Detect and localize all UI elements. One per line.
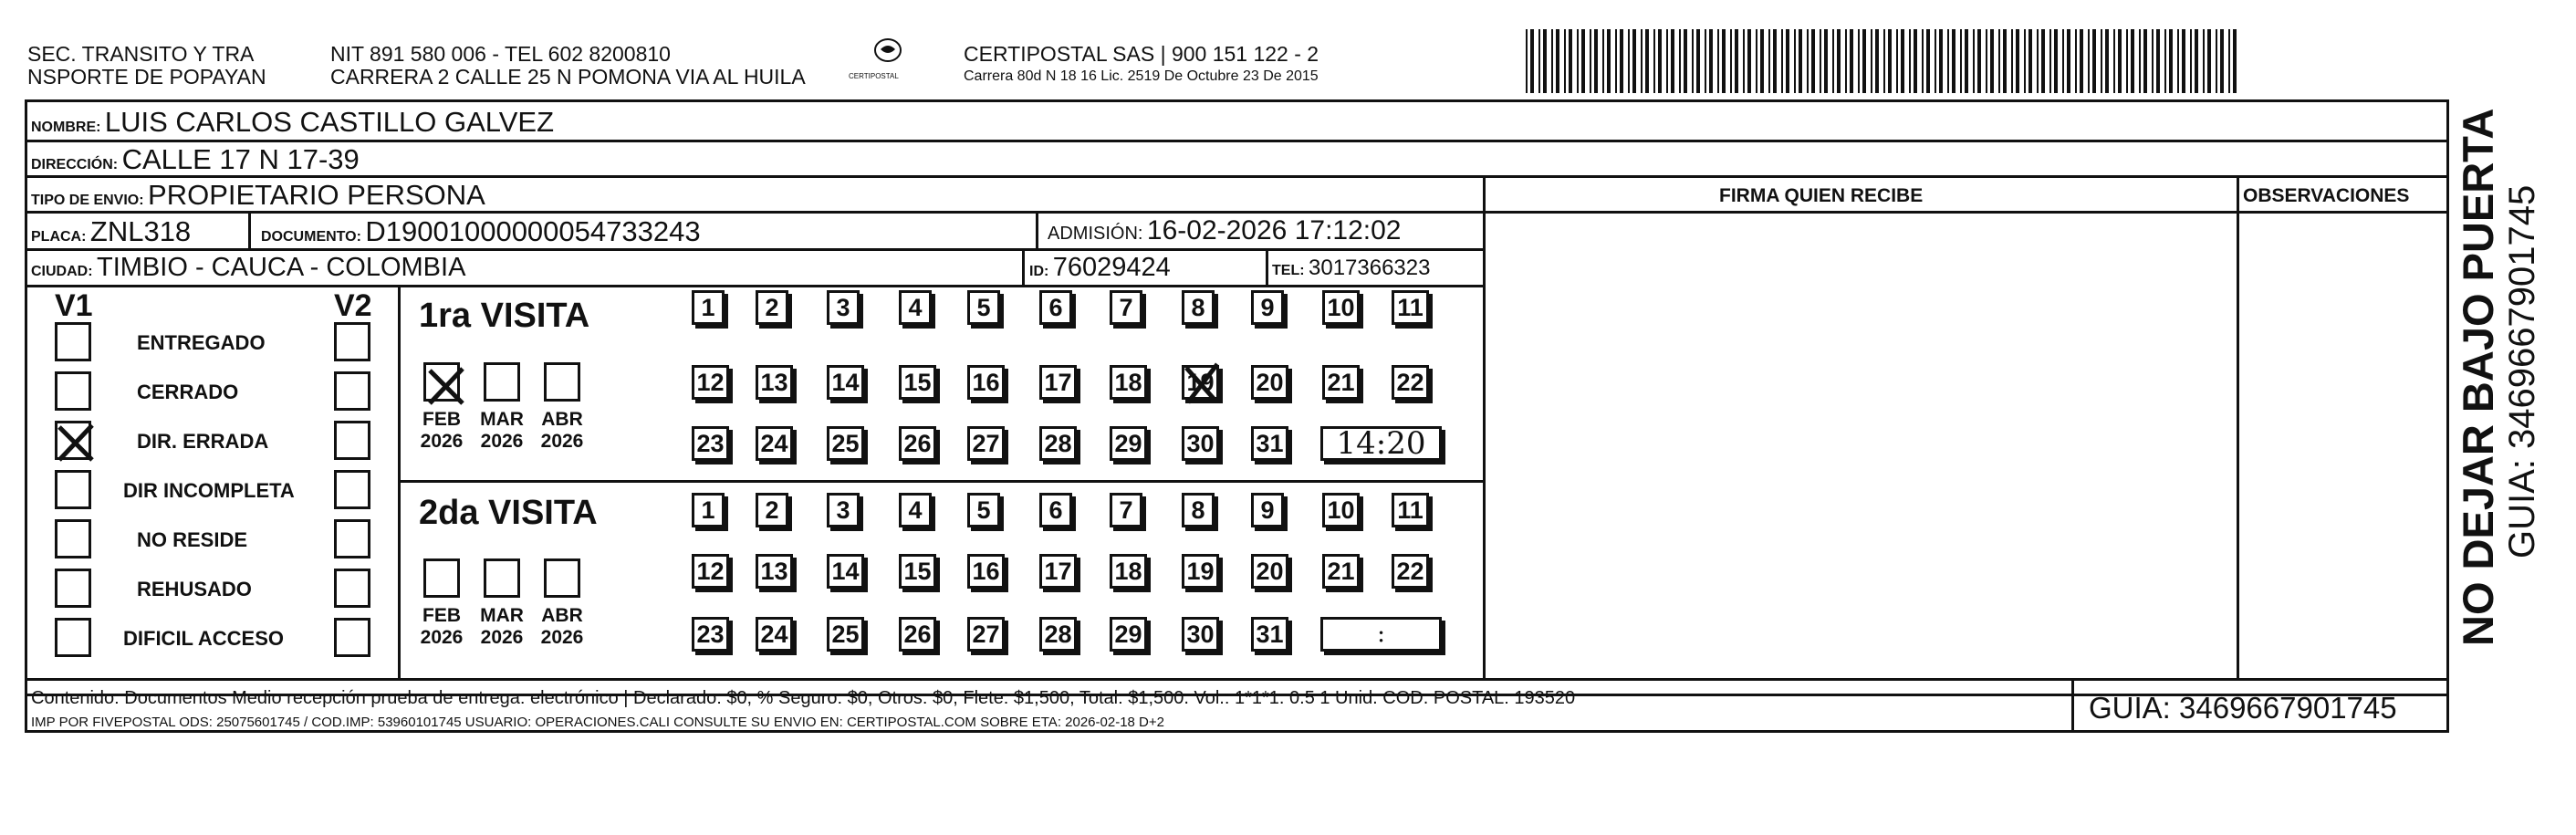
barcode-bar xyxy=(1807,29,1809,93)
plate-value: ZNL318 xyxy=(89,215,192,247)
admission-divider xyxy=(1036,211,1038,248)
day-checkbox[interactable]: 24 xyxy=(756,426,793,461)
barcode-bar xyxy=(1960,29,1962,93)
day-checkbox[interactable]: 1 xyxy=(692,493,725,527)
barcode-bar xyxy=(1581,29,1585,93)
row-divider xyxy=(25,211,1483,214)
barcode-bar xyxy=(1781,29,1783,93)
barcode-bar xyxy=(2233,29,2237,93)
day-checkbox[interactable]: 21 xyxy=(1322,554,1360,589)
day-checkbox[interactable]: 8 xyxy=(1182,493,1215,527)
barcode-bar xyxy=(1786,29,1789,93)
observations-left-border xyxy=(2237,175,2239,678)
signature-left-border xyxy=(1483,175,1486,678)
barcode-bar xyxy=(1896,29,1898,93)
row-divider xyxy=(398,480,1483,483)
day-checkbox[interactable]: 30 xyxy=(1182,617,1219,652)
barcode-bar xyxy=(1671,29,1674,93)
content-line: Contenido: Documentos Medio recepción prueba de entrega: electrónico | Declarado: $0, % Seguro: $0, Otros: $0, Flete: $1,500, Total: $1,500. Vol.: 1*1*1. 0.5 1 Unid. COD. POSTAL: 193520 xyxy=(31,688,1576,708)
barcode-bar xyxy=(1666,29,1668,93)
barcode-bar xyxy=(1914,29,1917,93)
v2-checkbox[interactable] xyxy=(334,470,370,509)
barcode-bar xyxy=(1850,29,1853,93)
barcode-bar xyxy=(1717,29,1719,93)
day-checkbox[interactable]: 6 xyxy=(1039,290,1072,325)
day-checkbox[interactable]: 14 xyxy=(827,365,864,400)
time-box[interactable]: : xyxy=(1320,617,1442,652)
logo-small-text: CERTIPOSTAL xyxy=(849,72,899,80)
plate-row xyxy=(31,217,191,245)
day-checkbox[interactable]: 26 xyxy=(899,426,936,461)
barcode-bar xyxy=(2156,29,2160,93)
barcode-bar xyxy=(2182,29,2185,93)
day-checkbox[interactable]: 7 xyxy=(1110,493,1142,527)
day-checkbox[interactable]: 31 xyxy=(1251,426,1288,461)
barcode-bar xyxy=(1998,29,2000,93)
day-checkbox[interactable]: 18 xyxy=(1110,554,1147,589)
row-divider xyxy=(25,140,2449,142)
day-checkbox[interactable]: 3 xyxy=(827,290,860,325)
day-checkbox[interactable]: 28 xyxy=(1039,617,1077,652)
day-checkbox[interactable]: 29 xyxy=(1110,617,1147,652)
barcode-bar xyxy=(1973,29,1975,93)
barcode-bar xyxy=(1594,29,1598,93)
plate-divider xyxy=(248,211,251,248)
day-checkbox[interactable]: 22 xyxy=(1392,365,1429,400)
v2-checkbox[interactable] xyxy=(334,371,370,411)
day-checkbox[interactable]: 4 xyxy=(899,290,932,325)
barcode-bar xyxy=(1645,29,1649,93)
barcode-bar xyxy=(1641,29,1643,93)
plate-label: PLACA: xyxy=(31,229,87,245)
company-line: CERTIPOSTAL SAS | 900 151 122 - 2 xyxy=(964,42,1319,66)
guide-box: GUIA: 3469667901745 xyxy=(2089,691,2397,725)
status-option-label: DIR. ERRADA xyxy=(137,430,269,453)
barcode-bar xyxy=(1653,29,1655,93)
day-checkbox[interactable]: 28 xyxy=(1039,426,1077,461)
day-checkbox[interactable]: 12 xyxy=(692,554,729,589)
day-checkbox[interactable]: 15 xyxy=(899,365,936,400)
admission-label: ADMISIÓN: xyxy=(1048,224,1143,244)
day-checkbox[interactable]: 2 xyxy=(756,493,788,527)
sender-line-1: SEC. TRANSITO Y TRA xyxy=(27,42,255,66)
barcode-bar xyxy=(1760,29,1764,93)
barcode-bar xyxy=(2139,29,2141,93)
document-row xyxy=(261,217,701,245)
barcode-bar xyxy=(1858,29,1860,93)
barcode-bar xyxy=(1543,29,1547,93)
v1-checkbox[interactable] xyxy=(55,470,91,509)
v2-checkbox[interactable] xyxy=(334,421,370,460)
month-checkbox[interactable] xyxy=(423,558,460,598)
barcode-bar xyxy=(2220,29,2224,93)
month-label: FEB 2026 xyxy=(420,409,464,453)
side-warning: NO DEJAR BAJO PUERTA xyxy=(2454,108,2502,646)
barcode-bar xyxy=(1590,29,1591,93)
barcode-bar xyxy=(2037,29,2039,93)
barcode-bar xyxy=(1952,29,1955,93)
day-checkbox[interactable]: 15 xyxy=(899,554,936,589)
tel-label: TEL: xyxy=(1272,263,1305,278)
day-checkbox[interactable]: 25 xyxy=(827,617,864,652)
month-label: ABR 2026 xyxy=(540,409,584,453)
day-checkbox[interactable]: 19 xyxy=(1182,554,1219,589)
barcode-bar xyxy=(1756,29,1757,93)
status-option-label: DIFICIL ACCESO xyxy=(123,627,285,650)
document-value: D19001000000054733243 xyxy=(365,215,701,247)
barcode-bar xyxy=(2080,29,2083,93)
barcode-bar xyxy=(1824,29,1828,93)
v2-checkbox[interactable] xyxy=(334,322,370,361)
status-option-label: REHUSADO xyxy=(137,578,252,600)
barcode-bar xyxy=(2011,29,2013,93)
barcode-bar xyxy=(1926,29,1930,93)
barcode-bar xyxy=(1602,29,1604,93)
month-checkbox[interactable] xyxy=(484,558,520,598)
barcode-bar xyxy=(1632,29,1636,93)
status-option-label: DIR INCOMPLETA xyxy=(123,479,295,502)
barcode-bar xyxy=(2049,29,2051,93)
day-checkbox[interactable]: 27 xyxy=(967,617,1005,652)
barcode-bar xyxy=(1705,29,1706,93)
day-checkbox[interactable]: 27 xyxy=(967,426,1005,461)
day-checkbox[interactable]: 19 xyxy=(1182,365,1219,400)
day-checkbox[interactable]: 1 xyxy=(692,290,725,325)
v1-checkbox[interactable] xyxy=(55,569,91,608)
sender-line-2: NSPORTE DE POPAYAN xyxy=(27,65,266,89)
name-label: NOMBRE: xyxy=(31,120,101,135)
day-checkbox[interactable]: 22 xyxy=(1392,554,1429,589)
day-checkbox[interactable]: 23 xyxy=(692,617,729,652)
v2-checkbox[interactable] xyxy=(334,569,370,608)
barcode-bar xyxy=(1909,29,1911,93)
barcode-bar xyxy=(1871,29,1872,93)
barcode-bar xyxy=(2105,29,2109,93)
second-visit-title: 2da VISITA xyxy=(419,494,598,532)
month-checkbox[interactable] xyxy=(484,362,520,402)
barcode-bar xyxy=(2075,29,2077,93)
nit-line: NIT 891 580 006 - TEL 602 8200810 xyxy=(330,42,671,66)
barcode-bar xyxy=(1709,29,1713,93)
day-checkbox[interactable]: 18 xyxy=(1110,365,1147,400)
row-divider xyxy=(1483,211,2449,214)
barcode-bar xyxy=(2169,29,2173,93)
barcode-bar xyxy=(1986,29,1987,93)
barcode-bar xyxy=(1773,29,1777,93)
barcode-bar xyxy=(2131,29,2134,93)
status-option-label: ENTREGADO xyxy=(137,331,266,354)
certipostal-logo xyxy=(871,37,904,64)
id-label: ID: xyxy=(1029,264,1049,279)
barcode-bar xyxy=(2164,29,2166,93)
barcode-bar xyxy=(1538,29,1540,93)
side-guide: GUIA: 3469667901745 xyxy=(2502,184,2542,558)
v2-checkbox[interactable] xyxy=(334,519,370,558)
day-checkbox[interactable]: 5 xyxy=(967,493,1000,527)
barcode-bar xyxy=(1577,29,1579,93)
day-checkbox[interactable]: 17 xyxy=(1039,554,1077,589)
month-label: ABR 2026 xyxy=(540,605,584,649)
barcode-bar xyxy=(2101,29,2102,93)
day-checkbox[interactable]: 10 xyxy=(1322,493,1360,527)
row-divider xyxy=(25,175,2449,178)
barcode-bar xyxy=(2228,29,2230,93)
v2-label: V2 xyxy=(334,288,372,323)
month-checkbox[interactable] xyxy=(423,362,460,402)
admission-value: 16-02-2026 17:12:02 xyxy=(1146,215,1402,245)
barcode-bar xyxy=(1743,29,1745,93)
month-label: FEB 2026 xyxy=(420,605,464,649)
barcode-bar xyxy=(1722,29,1726,93)
barcode-bar xyxy=(1922,29,1924,93)
barcode-bar xyxy=(2216,29,2217,93)
v1-checkbox[interactable] xyxy=(55,519,91,558)
barcode-bar xyxy=(1615,29,1617,93)
barcode-bar xyxy=(1939,29,1943,93)
barcode-bar xyxy=(1845,29,1847,93)
barcode xyxy=(1526,29,2241,93)
barcode-bar xyxy=(2041,29,2045,93)
day-checkbox[interactable]: 16 xyxy=(967,554,1005,589)
type-row xyxy=(31,181,485,209)
barcode-bar xyxy=(1837,29,1841,93)
v1-label: V1 xyxy=(55,288,93,323)
barcode-bar xyxy=(1768,29,1770,93)
id-value: 76029424 xyxy=(1052,253,1171,282)
barcode-bar xyxy=(1875,29,1879,93)
barcode-bar xyxy=(2067,29,2070,93)
id-divider xyxy=(1022,248,1025,285)
barcode-bar xyxy=(2003,29,2007,93)
document-label: DOCUMENTO: xyxy=(261,229,361,245)
day-checkbox[interactable]: 11 xyxy=(1392,290,1429,325)
first-visit-title: 1ra VISITA xyxy=(419,297,590,335)
day-checkbox[interactable]: 25 xyxy=(827,426,864,461)
row-divider xyxy=(25,285,1483,287)
barcode-bar xyxy=(1684,29,1687,93)
barcode-bar xyxy=(1607,29,1611,93)
barcode-bar xyxy=(2088,29,2090,93)
day-checkbox[interactable]: 8 xyxy=(1182,290,1215,325)
day-checkbox[interactable]: 23 xyxy=(692,426,729,461)
day-checkbox[interactable]: 24 xyxy=(756,617,793,652)
day-checkbox[interactable]: 2 xyxy=(756,290,788,325)
day-checkbox[interactable]: 16 xyxy=(967,365,1005,400)
day-checkbox[interactable]: 31 xyxy=(1251,617,1288,652)
address-label: DIRECCIÓN: xyxy=(31,157,119,172)
barcode-bar xyxy=(1947,29,1949,93)
tel-divider xyxy=(1266,248,1268,285)
barcode-bar xyxy=(2062,29,2064,93)
barcode-bar xyxy=(1965,29,1968,93)
status-divider xyxy=(398,285,401,678)
barcode-bar xyxy=(2028,29,2032,93)
imp-line: IMP POR FIVEPOSTAL ODS: 25075601745 / COD.IMP: 53960101745 USUARIO: OPERACIONES.CALI CONSULTE SU ENVIO EN: CERTIPOSTAL.COM SOBRE ETA: 2026-02-18 D+2 xyxy=(31,715,1164,730)
barcode-bar xyxy=(2024,29,2026,93)
barcode-bar xyxy=(2126,29,2128,93)
barcode-bar xyxy=(2207,29,2211,93)
day-checkbox[interactable]: 9 xyxy=(1251,493,1284,527)
day-checkbox[interactable]: 10 xyxy=(1322,290,1360,325)
month-label: MAR 2026 xyxy=(480,409,524,453)
name-value: LUIS CARLOS CASTILLO GALVEZ xyxy=(104,106,555,138)
barcode-bar xyxy=(1551,29,1553,93)
barcode-bar xyxy=(1526,29,1528,93)
v1-checkbox[interactable] xyxy=(55,618,91,657)
day-checkbox[interactable]: 14 xyxy=(827,554,864,589)
day-checkbox[interactable]: 12 xyxy=(692,365,729,400)
day-checkbox[interactable]: 9 xyxy=(1251,290,1284,325)
barcode-bar xyxy=(1820,29,1821,93)
barcode-bar xyxy=(2143,29,2147,93)
barcode-bar xyxy=(1799,29,1802,93)
v1-checkbox[interactable] xyxy=(55,322,91,361)
day-checkbox[interactable]: 11 xyxy=(1392,493,1429,527)
status-option-label: NO RESIDE xyxy=(137,528,248,551)
day-checkbox[interactable]: 29 xyxy=(1110,426,1147,461)
day-checkbox[interactable]: 17 xyxy=(1039,365,1077,400)
day-checkbox[interactable]: 21 xyxy=(1322,365,1360,400)
day-checkbox[interactable]: 13 xyxy=(756,554,793,589)
day-checkbox[interactable]: 26 xyxy=(899,617,936,652)
day-checkbox[interactable]: 20 xyxy=(1251,365,1288,400)
barcode-bar xyxy=(1747,29,1751,93)
barcode-bar xyxy=(1862,29,1866,93)
barcode-bar xyxy=(2054,29,2058,93)
day-checkbox[interactable]: 7 xyxy=(1110,290,1142,325)
tel-value: 3017366323 xyxy=(1309,256,1431,280)
barcode-bar xyxy=(1811,29,1815,93)
barcode-bar xyxy=(2016,29,2019,93)
type-label: TIPO DE ENVIO: xyxy=(31,193,144,208)
day-checkbox[interactable]: 3 xyxy=(827,493,860,527)
barcode-bar xyxy=(1935,29,1936,93)
barcode-bar xyxy=(1679,29,1681,93)
barcode-bar xyxy=(1658,29,1662,93)
barcode-bar xyxy=(1569,29,1572,93)
day-checkbox[interactable]: 13 xyxy=(756,365,793,400)
barcode-bar xyxy=(1530,29,1534,93)
barcode-bar xyxy=(1692,29,1694,93)
address-line: CARRERA 2 CALLE 25 N POMONA VIA AL HUILA xyxy=(330,65,806,89)
day-checkbox[interactable]: 5 xyxy=(967,290,1000,325)
observations-header: OBSERVACIONES xyxy=(2243,185,2410,206)
day-checkbox[interactable]: 6 xyxy=(1039,493,1072,527)
barcode-bar xyxy=(2203,29,2205,93)
v1-checkbox[interactable] xyxy=(55,371,91,411)
status-option-label: CERRADO xyxy=(137,381,239,403)
barcode-bar xyxy=(2118,29,2122,93)
barcode-bar xyxy=(1735,29,1738,93)
license-line: Carrera 80d N 18 16 Lic. 2519 De Octubre 23 De 2015 xyxy=(964,68,1319,84)
address-row xyxy=(31,145,360,173)
type-value: PROPIETARIO PERSONA xyxy=(148,179,485,211)
barcode-bar xyxy=(1977,29,1981,93)
barcode-bar xyxy=(1883,29,1885,93)
v2-checkbox[interactable] xyxy=(334,618,370,657)
barcode-bar xyxy=(1564,29,1566,93)
admission-row xyxy=(1048,217,1401,245)
barcode-bar xyxy=(2190,29,2192,93)
address-value: CALLE 17 N 17-39 xyxy=(121,143,360,175)
tel-row xyxy=(1272,257,1430,279)
barcode-bar xyxy=(1888,29,1892,93)
barcode-bar xyxy=(2113,29,2115,93)
barcode-bar xyxy=(1794,29,1796,93)
barcode-bar xyxy=(2177,29,2179,93)
day-checkbox[interactable]: 20 xyxy=(1251,554,1288,589)
barcode-bar xyxy=(1696,29,1700,93)
day-checkbox[interactable]: 4 xyxy=(899,493,932,527)
barcode-bar xyxy=(1620,29,1623,93)
city-value: TIMBIO - CAUCA - COLOMBIA xyxy=(97,253,466,282)
barcode-bar xyxy=(2092,29,2096,93)
barcode-bar xyxy=(1990,29,1994,93)
barcode-bar xyxy=(1832,29,1834,93)
barcode-bar xyxy=(2195,29,2198,93)
city-row xyxy=(31,255,465,281)
barcode-bar xyxy=(2152,29,2154,93)
time-box[interactable]: 14:20 xyxy=(1320,426,1442,461)
month-label: MAR 2026 xyxy=(480,605,524,649)
id-row xyxy=(1029,255,1171,281)
barcode-bar xyxy=(1730,29,1732,93)
signature-header: FIRMA QUIEN RECIBE xyxy=(1719,185,1924,206)
barcode-bar xyxy=(1901,29,1904,93)
name-row xyxy=(31,108,554,136)
row-divider xyxy=(25,248,1483,251)
barcode-bar xyxy=(1628,29,1630,93)
barcode-bar xyxy=(1556,29,1559,93)
month-checkbox[interactable] xyxy=(544,558,580,598)
month-checkbox[interactable] xyxy=(544,362,580,402)
day-checkbox[interactable]: 30 xyxy=(1182,426,1219,461)
v1-checkbox[interactable] xyxy=(55,421,91,460)
city-label: CIUDAD: xyxy=(31,264,93,279)
